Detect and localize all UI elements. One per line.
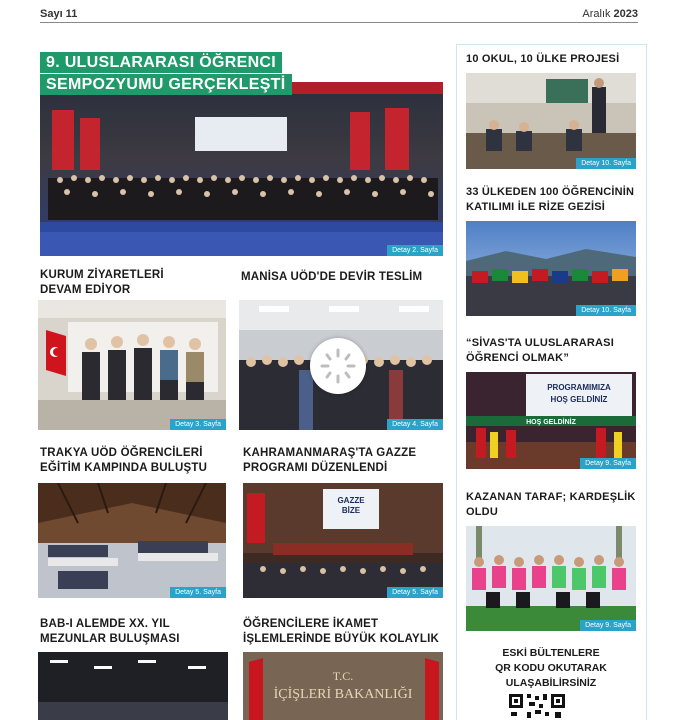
issue-date xyxy=(582,8,638,20)
header-divider xyxy=(40,22,638,23)
hero-photo[interactable] xyxy=(40,82,443,256)
article-title-line: KURUM ZİYARETLERİ xyxy=(40,269,164,281)
article-title-line: EĞİTİM KAMPINDA BULUŞTU xyxy=(40,462,208,474)
article-photo-kurum[interactable] xyxy=(38,300,226,430)
article-photo-image xyxy=(38,652,228,720)
article-title-trakya[interactable] xyxy=(40,446,207,476)
article-title-line: MANİSA UÖD'DE DEVİR TESLİM xyxy=(241,271,423,283)
article-title-line: TRAKYA UÖD ÖĞRENCİLERİ xyxy=(40,447,203,459)
sidebar-title-line: KATILIMI İLE RİZE GEZİSİ xyxy=(466,201,606,213)
article-detay-badge[interactable]: Detay 5. Sayfa xyxy=(170,587,226,598)
article-title-line: BAB-I ALEMDE XX. YIL xyxy=(40,618,170,630)
sidebar-photo-image xyxy=(466,73,636,169)
article-title-ikamet[interactable] xyxy=(243,617,439,647)
qr-code-icon[interactable] xyxy=(509,692,565,720)
hero-detay-badge[interactable]: Detay 2. Sayfa xyxy=(387,245,443,256)
sidebar-title-kardeslik[interactable] xyxy=(466,490,636,520)
article-title-line: İŞLEMLERİNDE BÜYÜK KOLAYLIK xyxy=(243,633,440,645)
bakanlik-sign-line-1: T.C. xyxy=(332,669,354,683)
article-detay-badge[interactable]: Detay 5. Sayfa xyxy=(387,587,443,598)
gazze-sign-line-1: GAZZE xyxy=(337,496,365,505)
sidebar-title-line: 33 ÜLKEDEN 100 ÖĞRENCİNİN xyxy=(466,186,635,198)
qr-note-line: ESKİ BÜLTENLERE xyxy=(502,647,600,659)
sidebar-photo-kardeslik[interactable] xyxy=(466,526,636,631)
sidebar-title-10-okul[interactable] xyxy=(466,52,619,67)
sidebar-title-line: 10 OKUL, 10 ÜLKE PROJESİ xyxy=(466,53,620,65)
bakanlik-sign-line-2: İÇİŞLERİ BAKANLIĞI xyxy=(273,687,413,702)
article-detay-badge[interactable]: Detay 3. Sayfa xyxy=(170,419,226,430)
sidebar-title-line: KAZANAN TARAF; KARDEŞLİK xyxy=(466,491,636,503)
article-title-line: DEVAM EDİYOR xyxy=(40,284,131,296)
article-title-manisa[interactable] xyxy=(241,270,422,285)
sidebar-photo-image xyxy=(466,526,636,631)
article-photo-kahramanmaras[interactable] xyxy=(243,483,443,598)
article-photo-trakya[interactable] xyxy=(38,483,226,598)
sidebar-title-line: ÖĞRENCİ OLMAK” xyxy=(466,352,570,364)
loading-spinner-icon xyxy=(310,338,366,394)
sidebar-photo-image xyxy=(466,221,636,316)
qr-note xyxy=(466,646,636,691)
article-photo-ikamet[interactable] xyxy=(243,652,443,720)
sidebar-title-rize[interactable] xyxy=(466,185,634,215)
hero-photo-image xyxy=(40,82,443,256)
article-photo-bab-i-alem[interactable] xyxy=(38,652,228,720)
article-photo-image xyxy=(38,300,226,430)
article-title-line: KAHRAMANMARAŞ'TA GAZZE xyxy=(243,447,417,459)
qr-note-line: ULAŞABİLİRSİNİZ xyxy=(505,677,597,689)
article-title-kahramanmaras[interactable] xyxy=(243,446,416,476)
sidebar-title-line: OLDU xyxy=(466,506,498,518)
sidebar-title-line: “SİVAS'TA ULUSLARARASI xyxy=(466,337,614,349)
sidebar-photo-sivas[interactable] xyxy=(466,372,636,469)
article-photo-image xyxy=(243,652,443,720)
sidebar-photo-rize[interactable] xyxy=(466,221,636,316)
article-title-bab-i-alem[interactable] xyxy=(40,617,180,647)
hero-title-line-1: 9. ULUSLARARASI ÖĞRENCI xyxy=(40,52,282,73)
hero-title-line-2: SEMPOZYUMU GERÇEKLEŞTİ xyxy=(40,74,292,95)
issue-year: 2023 xyxy=(613,8,638,20)
article-title-kurum[interactable] xyxy=(40,268,164,298)
sidebar-photo-10-okul[interactable] xyxy=(466,73,636,169)
gazze-sign-line-2: BİZE xyxy=(341,506,361,515)
sidebar-title-sivas[interactable] xyxy=(466,336,614,366)
hero-title[interactable] xyxy=(40,52,292,96)
sidebar-detay-badge[interactable]: Detay 10. Sayfa xyxy=(576,305,636,316)
article-photo-image xyxy=(38,483,226,598)
article-title-line: MEZUNLAR BULUŞMASI xyxy=(40,633,180,645)
qr-note-line: QR KODU OKUTARAK xyxy=(495,662,607,674)
sidebar-detay-badge[interactable]: Detay 10. Sayfa xyxy=(576,158,636,169)
sidebar-detay-badge[interactable]: Detay 9. Sayfa xyxy=(580,458,636,469)
stage-banner-line-3: HOŞ GELDİNİZ xyxy=(526,419,576,426)
issue-number: Sayı 11 xyxy=(40,8,78,20)
sidebar-detay-badge[interactable]: Detay 9. Sayfa xyxy=(580,620,636,631)
stage-banner-line-2: HOŞ GELDİNİZ xyxy=(550,395,608,404)
article-detay-badge[interactable]: Detay 4. Sayfa xyxy=(387,419,443,430)
stage-banner-line-1: PROGRAMIMIZA xyxy=(547,383,611,392)
sidebar-photo-image xyxy=(466,372,636,469)
article-title-line: PROGRAMI DÜZENLENDİ xyxy=(243,462,388,474)
article-photo-image xyxy=(243,483,443,598)
article-title-line: ÖĞRENCİLERE İKAMET xyxy=(243,618,379,630)
issue-month: Aralık xyxy=(582,8,611,20)
